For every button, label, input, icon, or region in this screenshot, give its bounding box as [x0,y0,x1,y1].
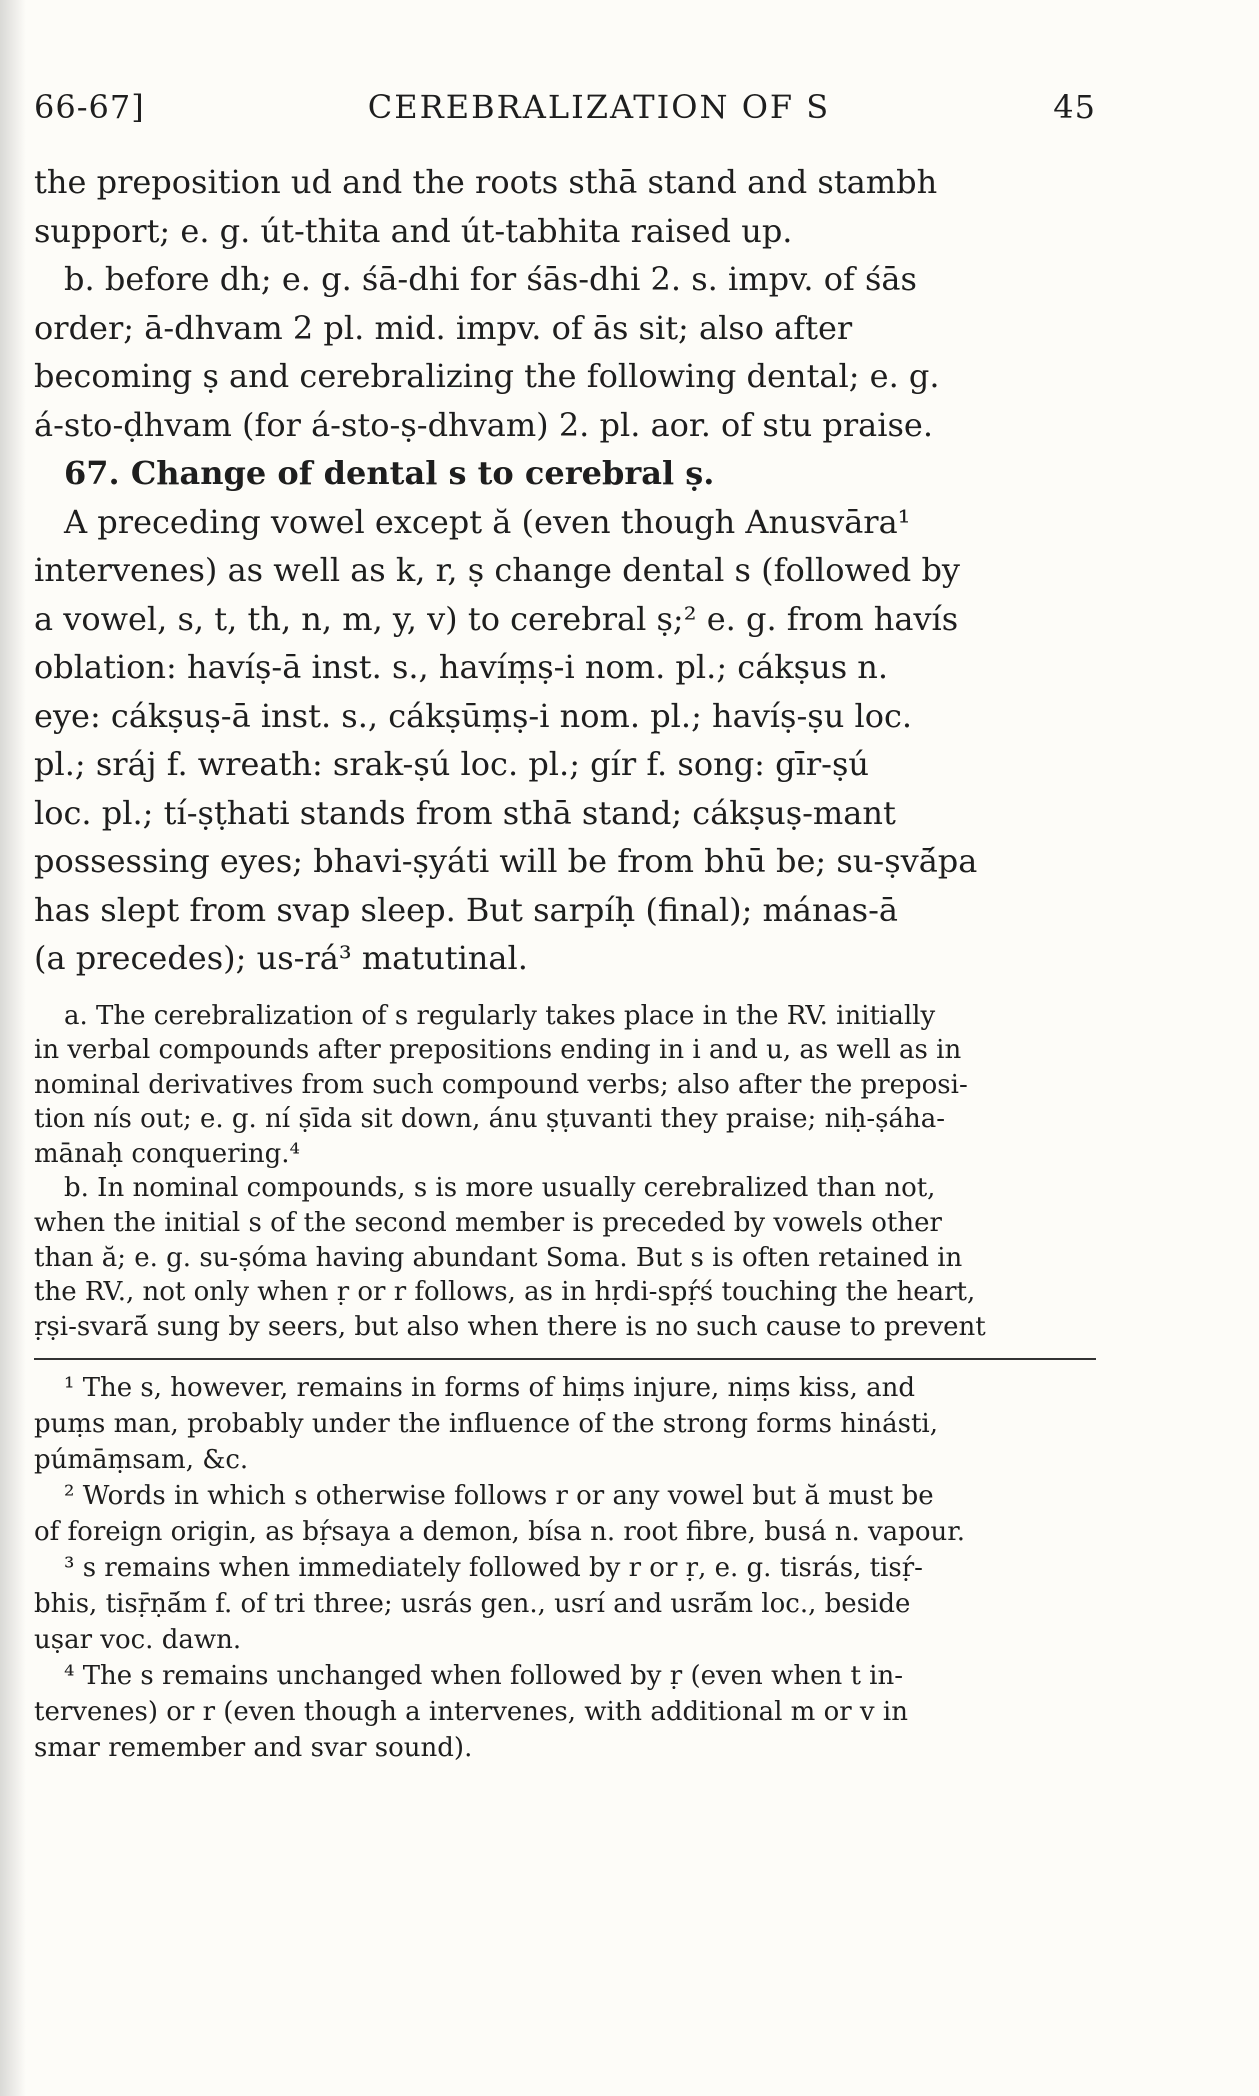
footnote-line: tervenes) or r (even though a intervenes, with additional m or v in [34,1697,908,1728]
section-heading: 67. Change of dental s to cerebral ṣ. [64,454,715,492]
text-line: eye: cákṣuṣ-ā inst. s., cákṣūṃṣ-i nom. pl.; havíṣ-ṣu loc. [34,696,913,735]
page-title: CEREBRALIZATION OF S [367,88,831,126]
text-line: intervenes) as well as k, r, ṣ change dental s (followed by [34,551,960,589]
note-line: in verbal compounds after prepositions ending in i and u, as well as in [34,1035,962,1066]
note-line: the RV., not only when ṛ or r follows, as in hṛdi-spṛ́ś touching the heart, [34,1277,976,1308]
text-line: a vowel, s, t, th, n, m, y, v) to cerebral ṣ;² e. g. from havís [34,599,959,638]
page-gutter-shadow [0,0,26,2096]
running-head [34,88,1096,138]
text-line: has slept from svap sleep. But sarpíḥ (final); mánas-ā [34,890,898,929]
footnote-line: ² Words in which s otherwise follows r or any vowel but ă must be [64,1481,934,1512]
note-line: a. The cerebralization of s regularly takes place in the RV. initially [64,1000,936,1031]
footnote-line: ⁴ The s remains unchanged when followed by ṛ (even when t in- [64,1661,904,1692]
note-line: than ă; e. g. su-ṣóma having abundant Soma. But s is often retained in [34,1242,963,1273]
book-page [34,88,1096,1766]
footnote-line: ³ s remains when immediately followed by r or ṛ, e. g. tisrás, tisṛ́- [64,1553,923,1584]
text-line: á-sto-ḍhvam (for á-sto-ṣ-dhvam) 2. pl. aor. of stu praise. [34,405,934,444]
main-text [34,158,1096,983]
footnotes [34,1370,1096,1766]
footnote-line: bhis, tisṝṇā́m f. of tri three; usrás gen., usrí and usrā́m loc., beside [34,1589,911,1620]
text-line: order; ā-dhvam 2 pl. mid. impv. of ās sit; also after [34,308,853,347]
small-print-notes [34,999,1096,1345]
note-line: mānaḥ conquering.⁴ [34,1138,300,1169]
text-line: b. before dh; e. g. śā-dhi for śās-dhi 2. s. impv. of śās [64,260,917,298]
footnote-line: uṣar voc. dawn. [34,1625,242,1656]
footnote-line: puṃs man, probably under the influence of the strong forms hinásti, [34,1409,938,1440]
note-line: nominal derivatives from such compound verbs; also after the preposi- [34,1069,968,1100]
note-line: when the initial s of the second member is preceded by vowels other [34,1208,942,1239]
text-line: the preposition ud and the roots sthā stand and stambh [34,163,938,201]
text-line: support; e. g. út-thita and út-tabhita raised up. [34,211,793,250]
page-number: 45 [1053,88,1096,126]
note-line: tion nís out; e. g. ní ṣīda sit down, ánu ṣṭuvanti they praise; niḥ-ṣáha- [34,1104,946,1135]
text-line: loc. pl.; tí-ṣṭhati stands from sthā stand; cákṣuṣ-mant [34,793,896,832]
footnote-line: smar remember and svar sound). [34,1733,473,1764]
text-line: A preceding vowel except ă (even though Anusvāra¹ [64,502,911,541]
text-line: pl.; sráj f. wreath: srak-ṣú loc. pl.; gír f. song: gīr-ṣú [34,745,869,783]
footnote-line: púmāṃsam, &c. [34,1445,249,1476]
note-line: b. In nominal compounds, s is more usually cerebralized than not, [64,1173,936,1204]
text-line: oblation: havíṣ-ā inst. s., havíṃṣ-i nom. pl.; cákṣus n. [34,648,889,686]
section-range: 66-67] [34,88,145,126]
text-line: becoming ṣ and cerebralizing the following dental; e. g. [34,357,940,395]
text-line: (a precedes); us-rá³ matutinal. [34,939,528,977]
footnote-line: of foreign origin, as bṛ́saya a demon, bísa n. root fibre, busá n. vapour. [34,1517,966,1548]
footnote-line: ¹ The s, however, remains in forms of hiṃs injure, niṃs kiss, and [64,1373,916,1404]
text-line: possessing eyes; bhavi-ṣyáti will be from bhū be; su-ṣvā́pa [34,842,978,880]
footnote-rule [34,1358,1096,1360]
note-line: ṛṣi-svarā́ sung by seers, but also when there is no such cause to prevent [34,1311,986,1342]
